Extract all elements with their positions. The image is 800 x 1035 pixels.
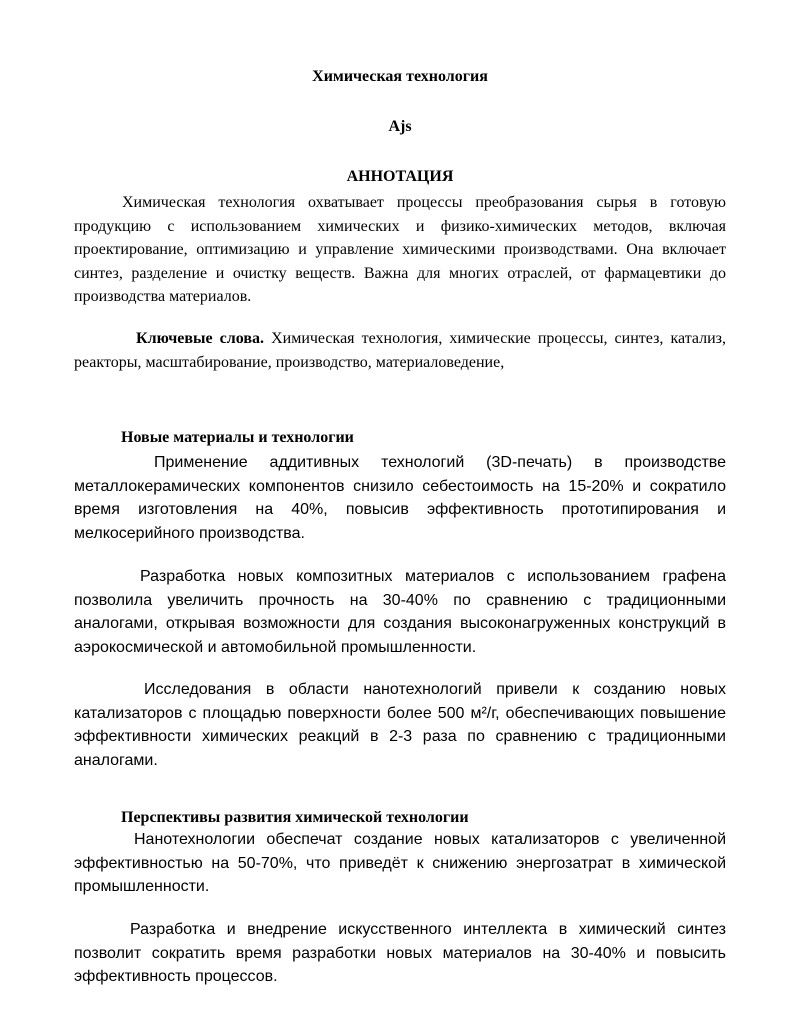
abstract-paragraph: Химическая технология охватывает процессы преобразования сырья в готовую продукцию с использованием химических и физико-химических методов, включая проектирование, оптимизацию и управление химическими производствами. Она включает синтез, разделение и очистку веществ. Важна для многих отраслей, от фармацевтики до производства материалов.: [74, 194, 726, 305]
section2-paragraph-2: Разработка и внедрение искусственного интеллекта в химический синтез позволит сократить время разработки новых материалов на 30-40% и повысить эффективность процессов.: [74, 921, 726, 985]
keywords-label: Ключевые слова.: [136, 330, 264, 347]
document-author: Ajs: [388, 118, 412, 135]
section1-paragraph-2: Разработка новых композитных материалов с использованием графена позволила увеличить прочность на 30-40% по сравнению с традиционными аналогами, открывая возможности для создания высоконагруженных конструкций в аэрокосмической и автомобильной промышленности.: [74, 568, 726, 656]
keywords-paragraph: [74, 327, 726, 374]
section1-paragraph-3: Исследования в области нанотехнологий привели к созданию новых катализаторов с площадью поверхности более 500 м²/г, обеспечивающих повышение эффективности химических реакций в 2-3 раза по сравнению с традиционными аналогами.: [74, 681, 726, 769]
section-heading-new-materials: Новые материалы и технологии: [121, 429, 354, 446]
abstract-heading: АННОТАЦИЯ: [346, 168, 454, 185]
section-heading-perspectives: Перспективы развития химической технологии: [121, 809, 469, 826]
section2-paragraph-1: Нанотехнологии обеспечат создание новых катализаторов с увеличенной эффективностью на 50-70%, что приведёт к снижению энергозатрат в химической промышленности.: [74, 831, 726, 895]
keywords-text: Химическая технология, химические процессы, синтез, катализ, реакторы, масштабирование, производство, материаловедение,: [74, 330, 727, 371]
section1-paragraph-1: Применение аддитивных технологий (3D-печать) в производстве металлокерамических компонентов снизило себестоимость на 15-20% и сократило время изготовления на 40%, повысив эффективность прототипирования и мелкосерийного производства.: [74, 454, 726, 542]
document-title: Химическая технология: [312, 68, 488, 85]
